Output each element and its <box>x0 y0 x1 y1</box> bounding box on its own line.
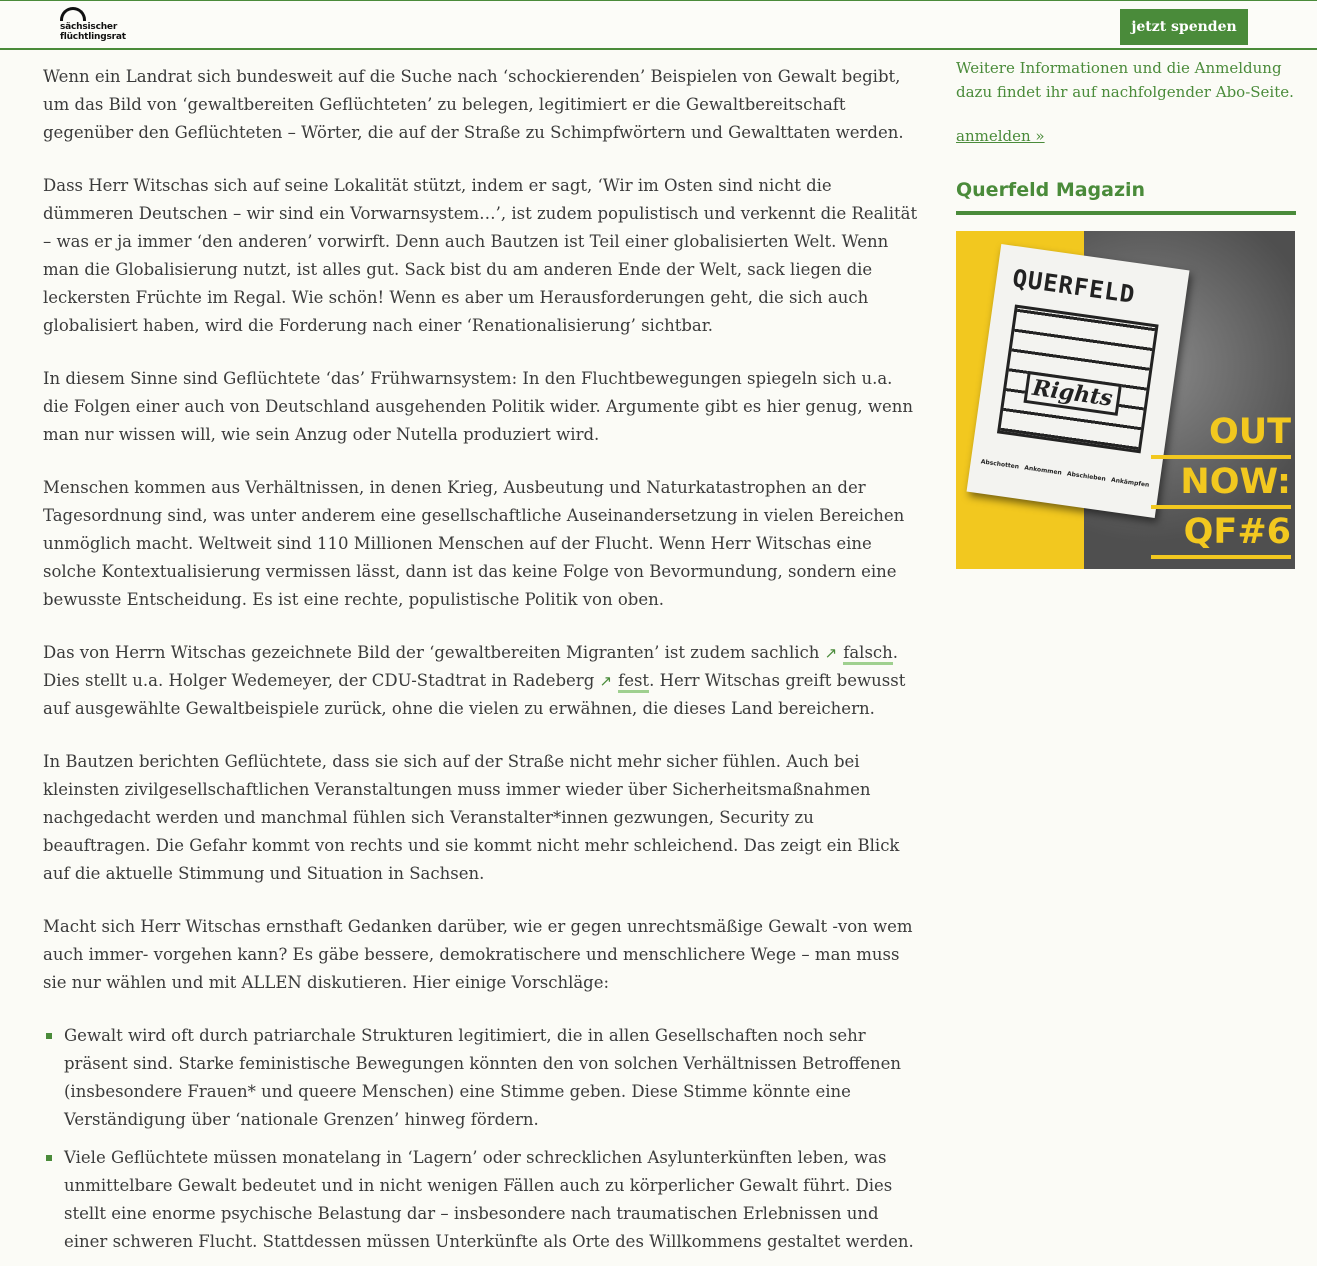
article-paragraph-2: Dass Herr Witschas sich auf seine Lokalität stützt, indem er sagt, ‘Wir im Osten sind nicht die dümmeren Deutschen – wir sind ein Vorwarnsystem…’, ist zudem populistisch und verkennt die Realität – was er ja immer ‘den anderen’ vorwirft. Denn auch Bautzen ist Teil einer globalisierten Welt. Wenn man die Globalisierung nutzt, ist alles gut. Sack bist du am anderen Ende der Welt, sack liegen die leckersten Früchte im Regal. Wie schön! Wenn es aber um Herausforderungen geht, die sich auch globalisiert haben, wird die Forderung nach einer ‘Renationalisierung’ sichtbar. <box>43 176 918 335</box>
bullet-icon <box>46 1033 52 1039</box>
cover-section: Ankämpfen <box>1110 476 1150 489</box>
external-link-icon: ↗ <box>824 644 838 662</box>
list-item <box>43 1022 923 1134</box>
paragraph-5-text-b: . Dies stellt u.a. Holger Wedemeyer, der CDU-Stadtrat in Radeberg <box>43 643 899 690</box>
logo-arc-icon <box>60 7 86 21</box>
article-body <box>43 63 923 1266</box>
link-falsch[interactable]: falsch <box>843 643 893 665</box>
article-paragraph-3: In diesem Sinne sind Geflüchtete ‘das’ Frühwarnsystem: In den Fluchtbewegungen spiegeln sich u.a. die Folgen einer auch von Deutschland ausgehenden Politik wider. Argumente gibt es hier genug, wenn man nur wissen will, wie sein Anzug oder Nutella produziert wird. <box>43 369 914 444</box>
article-paragraph-5 <box>43 639 923 723</box>
logo-text <box>60 22 126 42</box>
article-paragraph-7: Macht sich Herr Witschas ernsthaft Gedanken darüber, wie er gegen unrechtsmäßige Gewalt -von wem auch immer- vorgehen kann? Es gäbe bessere, demokratischere und menschlichere Wege – man muss sie nur wählen und mit ALLEN diskutieren. Hier einige Vorschläge: <box>43 917 913 992</box>
article-paragraph-1: Wenn ein Landrat sich bundesweit auf die Suche nach ‘schockierenden’ Beispielen von Gewalt begibt, um das Bild von ‘gewaltbereiten Geflüchteten’ zu belegen, legitimiert er die Gewaltbereitschaft gegenüber den Geflüchteten – Wörter, die auf der Straße zu Schimpfwörtern und Gewalttaten werden. <box>43 67 904 142</box>
paragraph-5-text-a: Das von Herrn Witschas gezeichnete Bild der ‘gewaltbereiten Migranten’ ist zudem sachlich <box>43 643 825 662</box>
article-paragraph-6: In Bautzen berichten Geflüchtete, dass sie sich auf der Straße nicht mehr sicher fühlen. Auch bei kleinsten zivilgesellschaftlichen Veranstaltungen muss immer wieder über Sicherheitsmaßnahmen nachgedacht werden und manchmal fühlen sich Veranstalter*innen gezwungen, Security zu beauftragen. Die Gefahr kommt von rechts und sie kommt nicht mehr schleichend. Das zeigt ein Blick auf die aktuelle Stimmung und Situation in Sachsen. <box>43 752 900 883</box>
paragraph-5-text-c: . Herr Witschas greift bewusst auf ausgewählte Gewaltbeispiele zurück, ohne die vielen zu erwähnen, die dieses Land bereichern. <box>43 671 906 718</box>
logo-line-1: sächsischer <box>60 22 118 32</box>
magazine-cover-title: QUERFELD <box>1010 264 1138 309</box>
magazine-cover-rights-sign: Rights <box>1023 371 1121 416</box>
cover-section: Ankommen <box>1023 464 1063 477</box>
external-link-icon: ↗ <box>599 672 613 690</box>
magazine-promo-text <box>1151 409 1291 559</box>
site-logo[interactable] <box>58 7 138 47</box>
site-header <box>0 0 1317 50</box>
cover-section: Abschieben <box>1066 470 1107 483</box>
list-item-text: Viele Geflüchtete müssen monatelang in ‘Lagern’ oder schrecklichen Asylunterkünften leben, was unmittelbare Gewalt bedeutet und in nicht wenigen Fällen auch zu körperlicher Gewalt führt. Dies stellt eine enorme psychische Belastung dar – insbesondere nach traumatischen Erlebnissen und einer schweren Flucht. Stattdessen müssen Unterkünfte als Orte des Willkommens gestaltet werden. <box>64 1148 914 1251</box>
promo-line: OUT <box>1151 409 1291 459</box>
newsletter-info: Weitere Informationen und die Anmeldung dazu findet ihr auf nachfolgender Abo-Seite. <box>956 59 1294 101</box>
donate-button[interactable]: jetzt spenden <box>1120 9 1248 45</box>
sidebar <box>956 56 1296 569</box>
promo-line: NOW: <box>1151 459 1291 509</box>
promo-line: QF#6 <box>1151 509 1291 559</box>
magazine-image[interactable] <box>956 231 1295 569</box>
link-fest[interactable]: fest <box>618 671 649 693</box>
magazine-cover-sections <box>980 458 1149 489</box>
article-paragraph-4: Menschen kommen aus Verhältnissen, in denen Krieg, Ausbeutung und Naturkatastrophen an der Tagesordnung sind, was unter anderem eine gesellschaftliche Auseinandersetzung in vielen Bereichen unmöglich macht. Weltweit sind 110 Millionen Menschen auf der Flucht. Wenn Herr Witschas eine solche Kontextualisierung vermissen lässt, dann ist das keine Folge von Bevormundung, sondern eine bewusste Entscheidung. Es ist eine rechte, populistische Politik von oben. <box>43 478 905 609</box>
bullet-icon <box>46 1155 52 1161</box>
logo-line-2: flüchtlingsrat <box>60 32 126 42</box>
proposal-list <box>43 1022 923 1256</box>
list-item-text: Gewalt wird oft durch patriarchale Strukturen legitimiert, die in allen Gesellschaften noch sehr präsent sind. Starke feministische Bewegungen könnten den von solchen Verhältnissen Betroffenen (insbesondere Frauen* und queere Menschen) eine Stimme geben. Diese Stimme könnte eine Verständigung über ‘nationale Grenzen’ hinweg fördern. <box>64 1026 902 1129</box>
subscribe-link[interactable]: anmelden » <box>956 127 1045 145</box>
magazine-heading: Querfeld Magazin <box>956 179 1296 215</box>
list-item <box>43 1144 923 1256</box>
cover-section: Abschotten <box>980 458 1020 471</box>
